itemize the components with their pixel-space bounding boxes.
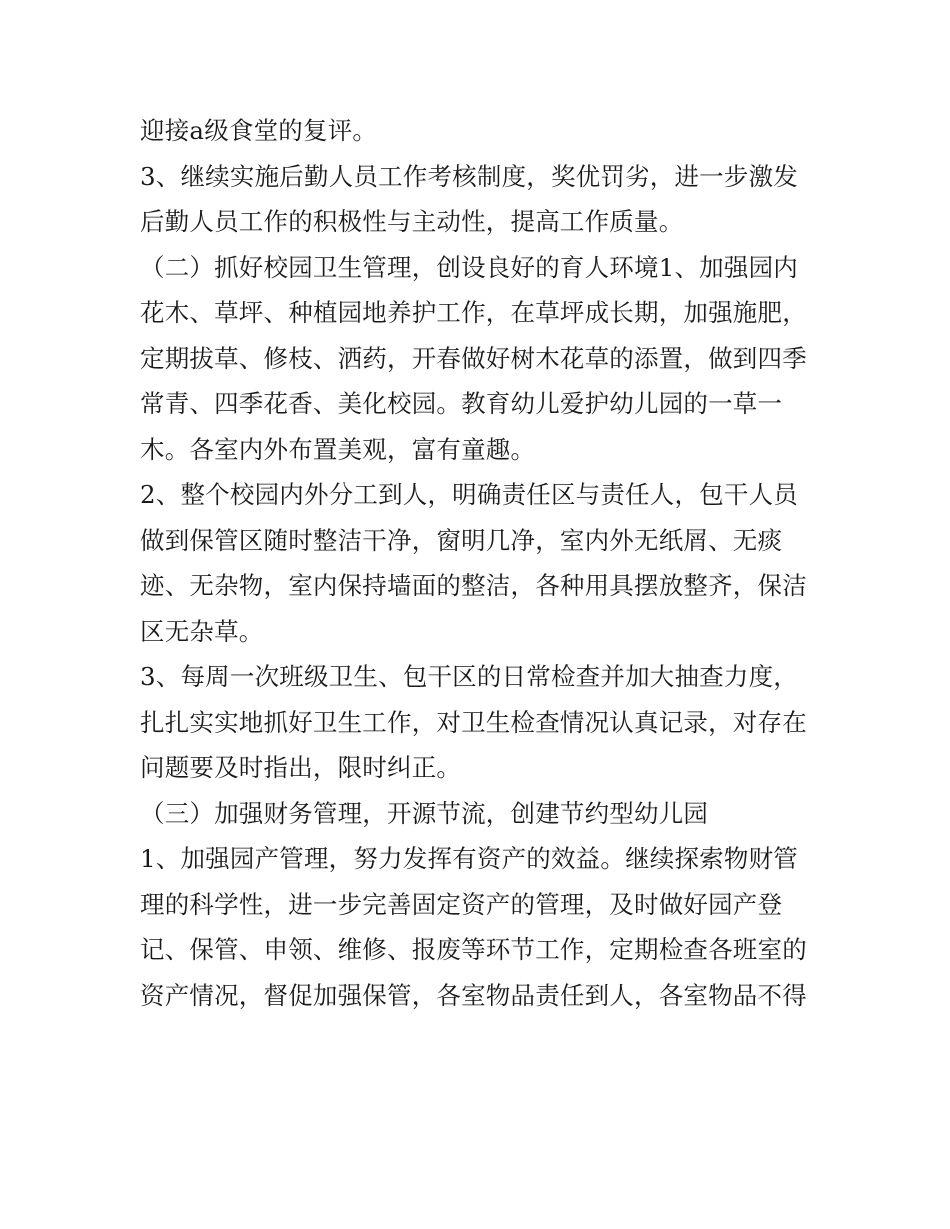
text-line: 3、继续实施后勤人员工作考核制度，奖优罚劣，进一步激发 bbox=[140, 161, 798, 191]
text-line: 木。各室内外布置美观，富有童趣。 bbox=[140, 434, 536, 464]
text-line: 3、每周一次班级卫生、包干区的日常检查并加大抽查力度， bbox=[140, 662, 798, 691]
text-line: 做到保管区随时整洁干净，窗明几净，室内外无纸屑、无痰 bbox=[140, 525, 783, 555]
text-line: （三）加强财务管理，开源节流，创建节约型幼儿园 bbox=[140, 798, 709, 828]
text-line: 迹、无杂物，室内保持墙面的整洁，各种用具摆放整齐，保洁 bbox=[140, 571, 807, 600]
text-line: 常青、四季花香、美化校园。教育幼儿爱护幼儿园的一草一 bbox=[140, 389, 783, 418]
text-line: 理的科学性，进一步完善固定资产的管理，及时做好园产登 bbox=[140, 889, 783, 919]
document-body bbox=[140, 108, 830, 1018]
text-line: 迎接a级食堂的复评。 bbox=[140, 116, 378, 145]
text-line: 扎扎实实地抓好卫生工作，对卫生检查情况认真记录，对存在 bbox=[140, 707, 807, 737]
text-line: （二）抓好校园卫生管理，创设良好的育人环境1、加强园内 bbox=[140, 252, 798, 282]
text-line: 2、整个校园内外分工到人，明确责任区与责任人，包干人员 bbox=[140, 480, 798, 509]
text-line: 花木、草坪、种植园地养护工作，在草坪成长期，加强施肥， bbox=[140, 298, 807, 327]
text-line: 记、保管、申领、维修、报废等环节工作，定期检查各班室的 bbox=[140, 935, 807, 964]
text-line: 1、加强园产管理，努力发挥有资产的效益。继续探索物财管 bbox=[140, 844, 798, 873]
text-line: 问题要及时指出，限时纠正。 bbox=[140, 753, 462, 782]
text-line: 资产情况，督促加强保管，各室物品责任到人，各室物品不得 bbox=[140, 980, 807, 1010]
text-line: 后勤人员工作的积极性与主动性，提高工作质量。 bbox=[140, 207, 684, 236]
text-line: 定期拔草、修枝、洒药，开春做好树木花草的添置，做到四季 bbox=[140, 343, 807, 373]
text-line: 区无杂草。 bbox=[140, 616, 264, 646]
